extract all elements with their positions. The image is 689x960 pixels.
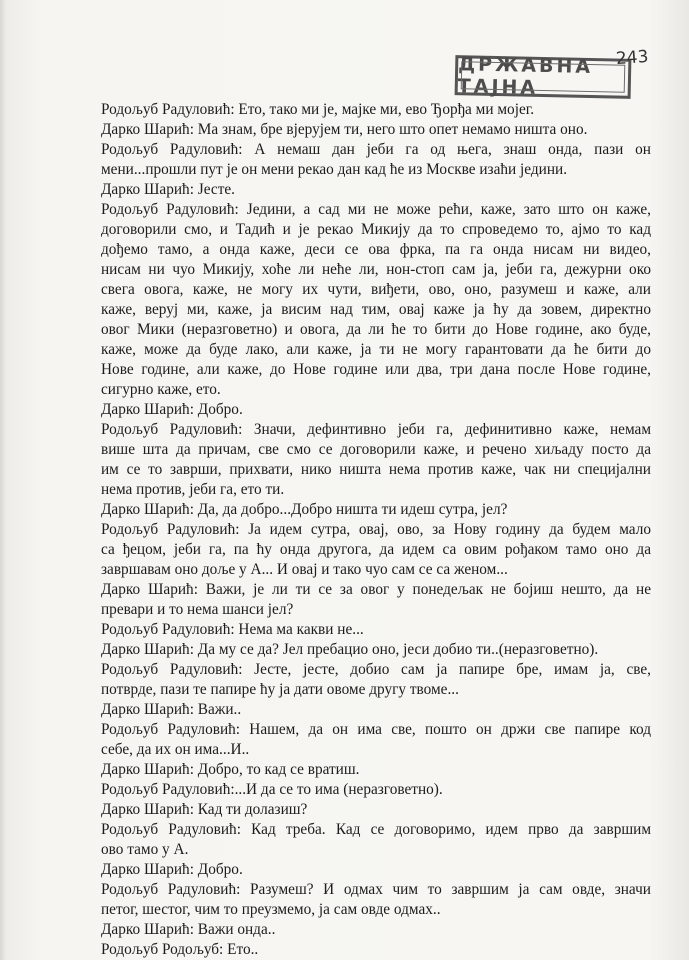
transcript-line: Дарко Шарић: Да, да добро...Добро ништа ти идеш сутра, јел? bbox=[101, 501, 508, 518]
stamp-text: ДРЖАВНА ТАЈНА bbox=[457, 53, 594, 99]
transcript-line: договорили смо, и Тадић и је рекао Микију да то спроведемо то, ајмо то кад bbox=[101, 221, 651, 238]
transcript-body bbox=[101, 100, 651, 960]
transcript-line: Родољуб Радуловић: Нема ма какви не... bbox=[101, 621, 364, 638]
transcript-line: са ђецом, јеби га, па ћу онда другога, да идем са овим рођаком тамо оно да bbox=[101, 541, 651, 558]
transcript-line: Дарко Шарић: Важи онда.. bbox=[101, 921, 276, 938]
transcript-line: ово тамо у А. bbox=[101, 841, 189, 858]
transcript-line: Дарко Шарић: Важи, је ли ти се за овог у понедељак не бојиш нешто, да не bbox=[101, 581, 651, 598]
transcript-line: више шта да причам, све смо се договорили каже, и речено хиљаду посто да bbox=[101, 441, 651, 458]
transcript-line: свега овога, каже, не могу их чути, виђети, ово, оно, разумеш и каже, али bbox=[101, 281, 651, 298]
transcript-line: Родољуб Родољуб: Ето.. bbox=[101, 941, 259, 958]
transcript-line: дођемо тамо, а онда каже, деси се ова фрка, па га онда нисам ни видео, bbox=[101, 241, 651, 258]
transcript-line: Родољуб Радуловић:...И да се то има (неразговетно). bbox=[101, 781, 443, 798]
transcript-line: себе, да их он има...И.. bbox=[101, 741, 250, 758]
transcript-line: нема против, јеби га, ето ти. bbox=[101, 481, 285, 498]
transcript-line: Дарко Шарић: Важи.. bbox=[101, 701, 242, 718]
transcript-line: потврде, пази те папире ћу ја дати овоме другу твоме... bbox=[101, 681, 459, 698]
transcript-line: Родољуб Радуловић: Ја идем сутра, овај, ово, за Нову годину да будем мало bbox=[101, 521, 651, 538]
transcript-line: Нове године, али каже, до Нове године или два, три дана после Нове године, bbox=[101, 361, 651, 378]
classification-stamp bbox=[455, 55, 632, 99]
transcript-line: завршавам оно доље у А... И овај и тако чуо сам се са женом... bbox=[101, 561, 508, 578]
transcript-line: Родољуб Радуловић: Јесте, јесте, добио сам ја папире бре, имам ја, све, bbox=[101, 661, 651, 678]
transcript-line: Родољуб Радуловић: Једини, а сад ми не може рећи, каже, зато што он каже, bbox=[101, 201, 651, 218]
transcript-line: овог Мики (неразговетно) и овога, да ли ће то бити до Нове године, ако буде, bbox=[101, 321, 651, 338]
transcript-line: Родољуб Радуловић: А немаш дан јеби га од њега, знаш онда, пази он bbox=[101, 141, 651, 158]
transcript-line: превари и то нема шанси јел? bbox=[101, 601, 294, 618]
transcript-line: Дарко Шарић: Кад ти долазиш? bbox=[101, 801, 308, 818]
transcript-line: Родољуб Радуловић: Ето, тако ми је, мајке ми, ево Ђорђа ми мојег. bbox=[101, 101, 535, 118]
transcript-line: Родољуб Радуловић: Нашем, да он има све, пошто он држи све папире код bbox=[101, 721, 651, 738]
transcript-line: мени...прошли пут је он мени рекао дан кад ће из Москве изаћи једини. bbox=[101, 161, 568, 178]
transcript-line: нисам ни чуо Микију, хоће ли неће ли, нон-стоп сам ја, јеби га, дежурни око bbox=[101, 261, 651, 278]
transcript-line: Дарко Шарић: Јесте. bbox=[101, 181, 235, 198]
transcript-line: сигурно каже, ето. bbox=[101, 381, 221, 398]
transcript-line: Родољуб Радуловић: Значи, дефинтивно јеби га, дефинитивно каже, немам bbox=[101, 421, 651, 438]
transcript-line: петог, шестог, чим то преузмемо, ја сам овде одмах.. bbox=[101, 901, 441, 918]
transcript-line: Дарко Шарић: Да му се да? Јел пребацио оно, јеси добио ти..(неразговетно). bbox=[101, 641, 599, 658]
transcript-line: каже, може да буде лако, али каже, ја ти не могу гарантовати да ће бити до bbox=[101, 341, 651, 358]
transcript-line: Дарко Шарић: Добро, то кад се вратиш. bbox=[101, 761, 360, 778]
transcript-line: им се то заврши, прихвати, нико ништа нема против каже, чак ни специјални bbox=[101, 461, 651, 478]
handwritten-page-number: 243 bbox=[615, 46, 650, 70]
transcript-line: каже, веруј ми, каже, ја висим над тим, овај каже ја ћу да зовем, директно bbox=[101, 301, 651, 318]
transcript-line: Дарко Шарић: Добро. bbox=[101, 401, 243, 418]
transcript-line: Родољуб Радуловић: Разумеш? И одмах чим то завршим ја сам овде, значи bbox=[101, 881, 651, 898]
transcript-line: Дарко Шарић: Ма знам, бре вјерујем ти, него што опет немамо ништа оно. bbox=[101, 121, 588, 138]
transcript-line: Родољуб Радуловић: Кад треба. Кад се договоримо, идем прво да завршим bbox=[101, 821, 651, 838]
page-edge-shadow bbox=[0, 0, 6, 960]
transcript-line: Дарко Шарић: Добро. bbox=[101, 861, 243, 878]
